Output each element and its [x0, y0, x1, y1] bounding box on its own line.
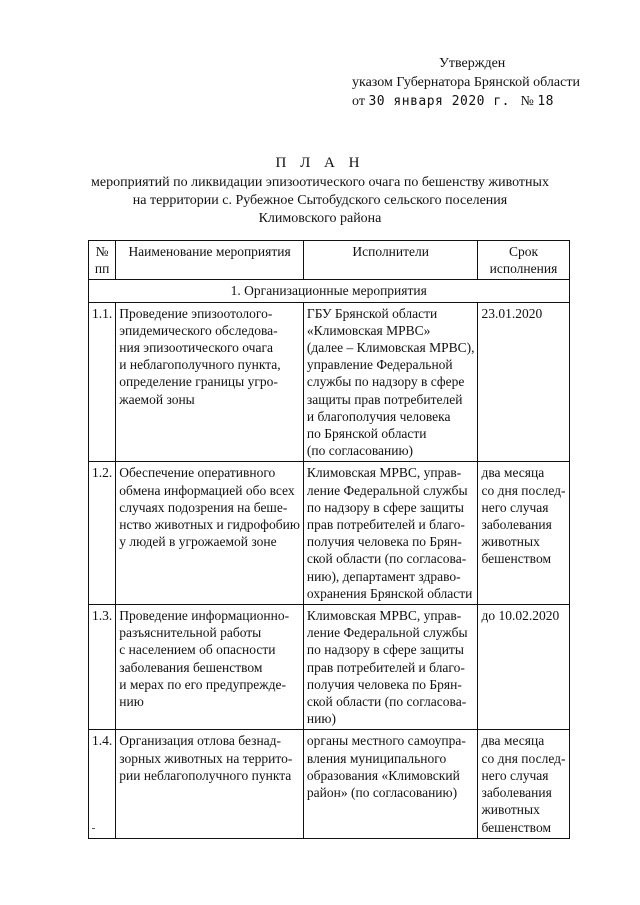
text-line: Обеспечение оперативного: [119, 465, 276, 481]
text-line: нию), департамент здраво-: [306, 568, 461, 584]
header-name: Наименование мероприятия: [116, 241, 304, 280]
text-line: получия человека по Брян-: [306, 676, 462, 692]
text-line: Климовская МРВС, управ-: [306, 608, 462, 624]
text-line: обмена информацией обо всех: [119, 482, 295, 498]
text-line: ление Федеральной службы: [306, 625, 468, 641]
section-row: [89, 280, 570, 302]
text-line: рии неблагополучного пункта: [119, 767, 292, 783]
row-name: [116, 730, 304, 838]
approval-line-2: указом Губернатора Брянской области: [352, 75, 580, 90]
text-line: и мерах по его предупрежде-: [119, 676, 286, 692]
table-row: [89, 730, 570, 838]
text-line: образования «Климовский: [306, 767, 460, 783]
section-title: 1. Организационные мероприятия: [89, 280, 570, 302]
text-line: и благополучия человека: [306, 408, 451, 424]
title-line-3: Климовского района: [258, 211, 382, 226]
text-line: нство животных и гидрофобию: [119, 517, 300, 533]
text-line: два месяца: [481, 733, 545, 749]
table-row: [89, 302, 570, 462]
approval-stamp: [352, 54, 580, 111]
text-line: разъяснительной работы: [119, 625, 262, 641]
row-number: 1.4.: [89, 730, 116, 838]
approval-number-label: №: [520, 94, 534, 109]
text-line: защиты прав потребителей: [306, 391, 463, 407]
text-line: с населением об опасности: [119, 642, 276, 658]
text-line: ление Федеральной службы: [306, 482, 468, 498]
text-line: него случая: [481, 499, 549, 515]
row-executors: [303, 462, 478, 605]
approval-prefix: от: [352, 94, 365, 109]
text-line: случаях подозрения на беше-: [119, 499, 288, 515]
header-num: [89, 241, 116, 280]
header-deadline: [478, 241, 569, 280]
text-line: по надзору в сфере защиты: [306, 499, 464, 515]
text-line: охранения Брянской области: [306, 585, 473, 601]
header-executors: Исполнители: [303, 241, 478, 280]
plan-table: [88, 240, 570, 839]
text-line: животных: [481, 802, 540, 818]
text-line: него случая: [481, 767, 549, 783]
table-row: [89, 605, 570, 730]
text-line: прав потребителей и благо-: [306, 659, 465, 675]
row-deadline: [478, 462, 569, 605]
text-line: и неблагополучного пункта,: [119, 357, 281, 373]
row-number: 1.3.: [89, 605, 116, 730]
approval-line-3: [352, 92, 580, 111]
text-line: «Климовская МРВС»: [306, 322, 431, 338]
text-line: Климовская МРВС, управ-: [306, 465, 462, 481]
text-line: животных: [481, 534, 540, 550]
row-name: [116, 462, 304, 605]
approval-line-1: Утвержден: [439, 56, 506, 71]
text-line: со дня послед-: [481, 482, 566, 498]
text-line: бешенством: [481, 819, 551, 835]
document-title: [0, 154, 640, 228]
text-line: ской области (по согласова-: [306, 694, 467, 710]
text-line: прав потребителей и благо-: [306, 517, 465, 533]
title-line-2: на территории с. Рубежное Сытобудского сельского поселения: [132, 193, 508, 208]
text-line: жаемой зоны: [119, 391, 195, 407]
text-line: ния эпизоотического очага: [119, 340, 273, 356]
row-number: 1.2.: [89, 462, 116, 605]
text-line: Срок: [508, 244, 539, 259]
text-line: №: [95, 244, 109, 259]
text-line: Проведение эпизоотолого-: [119, 305, 273, 321]
page-mark: [92, 828, 95, 829]
text-line: вления муниципального: [306, 750, 447, 766]
text-line: управление Федеральной: [306, 357, 453, 373]
row-number: 1.1.: [89, 302, 116, 462]
text-line: (далее – Климовская МРВС),: [306, 340, 475, 356]
text-line: два месяца: [481, 465, 545, 481]
approval-date: 30 января 2020 г.: [368, 94, 510, 109]
text-line: получия человека по Брян-: [306, 534, 462, 550]
text-line: (по согласованию): [306, 443, 414, 459]
row-executors: [303, 730, 478, 838]
title-heading: П Л А Н: [275, 155, 365, 171]
text-line: Проведение информационно-: [119, 608, 290, 624]
text-line: заболевания: [481, 517, 552, 533]
text-line: до 10.02.2020: [481, 608, 560, 624]
text-line: службы по надзору в сфере: [306, 374, 465, 390]
row-deadline: [478, 302, 569, 462]
approval-number: 18: [537, 94, 555, 109]
text-line: исполнения: [489, 261, 558, 277]
text-line: 23.01.2020: [481, 305, 543, 321]
row-name: [116, 302, 304, 462]
text-line: определение границы угро-: [119, 374, 278, 390]
row-executors: [303, 302, 478, 462]
text-line: со дня послед-: [481, 750, 566, 766]
row-deadline: [478, 730, 569, 838]
row-executors: [303, 605, 478, 730]
text-line: органы местного самоупра-: [306, 733, 466, 749]
text-line: Организация отлова безнад-: [119, 733, 282, 749]
text-line: пп: [94, 261, 110, 277]
text-line: у людей в угрожаемой зоне: [119, 534, 277, 550]
text-line: ской области (по согласова-: [306, 551, 467, 567]
text-line: заболевания: [481, 785, 552, 801]
text-line: нию): [306, 711, 336, 727]
row-name: [116, 605, 304, 730]
text-line: ГБУ Брянской области: [306, 305, 438, 321]
text-line: район» (по согласованию): [306, 785, 458, 801]
text-line: нию: [119, 694, 144, 710]
table-row: [89, 462, 570, 605]
text-line: по надзору в сфере защиты: [306, 642, 464, 658]
row-deadline: [478, 605, 569, 730]
text-line: по Брянской области: [306, 426, 427, 442]
text-line: заболевания бешенством: [119, 659, 263, 675]
title-line-1: мероприятий по ликвидации эпизоотического очага по бешенству животных: [91, 175, 549, 190]
text-line: бешенством: [481, 551, 551, 567]
table-header-row: [89, 241, 570, 280]
text-line: зорных животных на террито-: [119, 750, 293, 766]
text-line: эпидемического обследова-: [119, 322, 278, 338]
